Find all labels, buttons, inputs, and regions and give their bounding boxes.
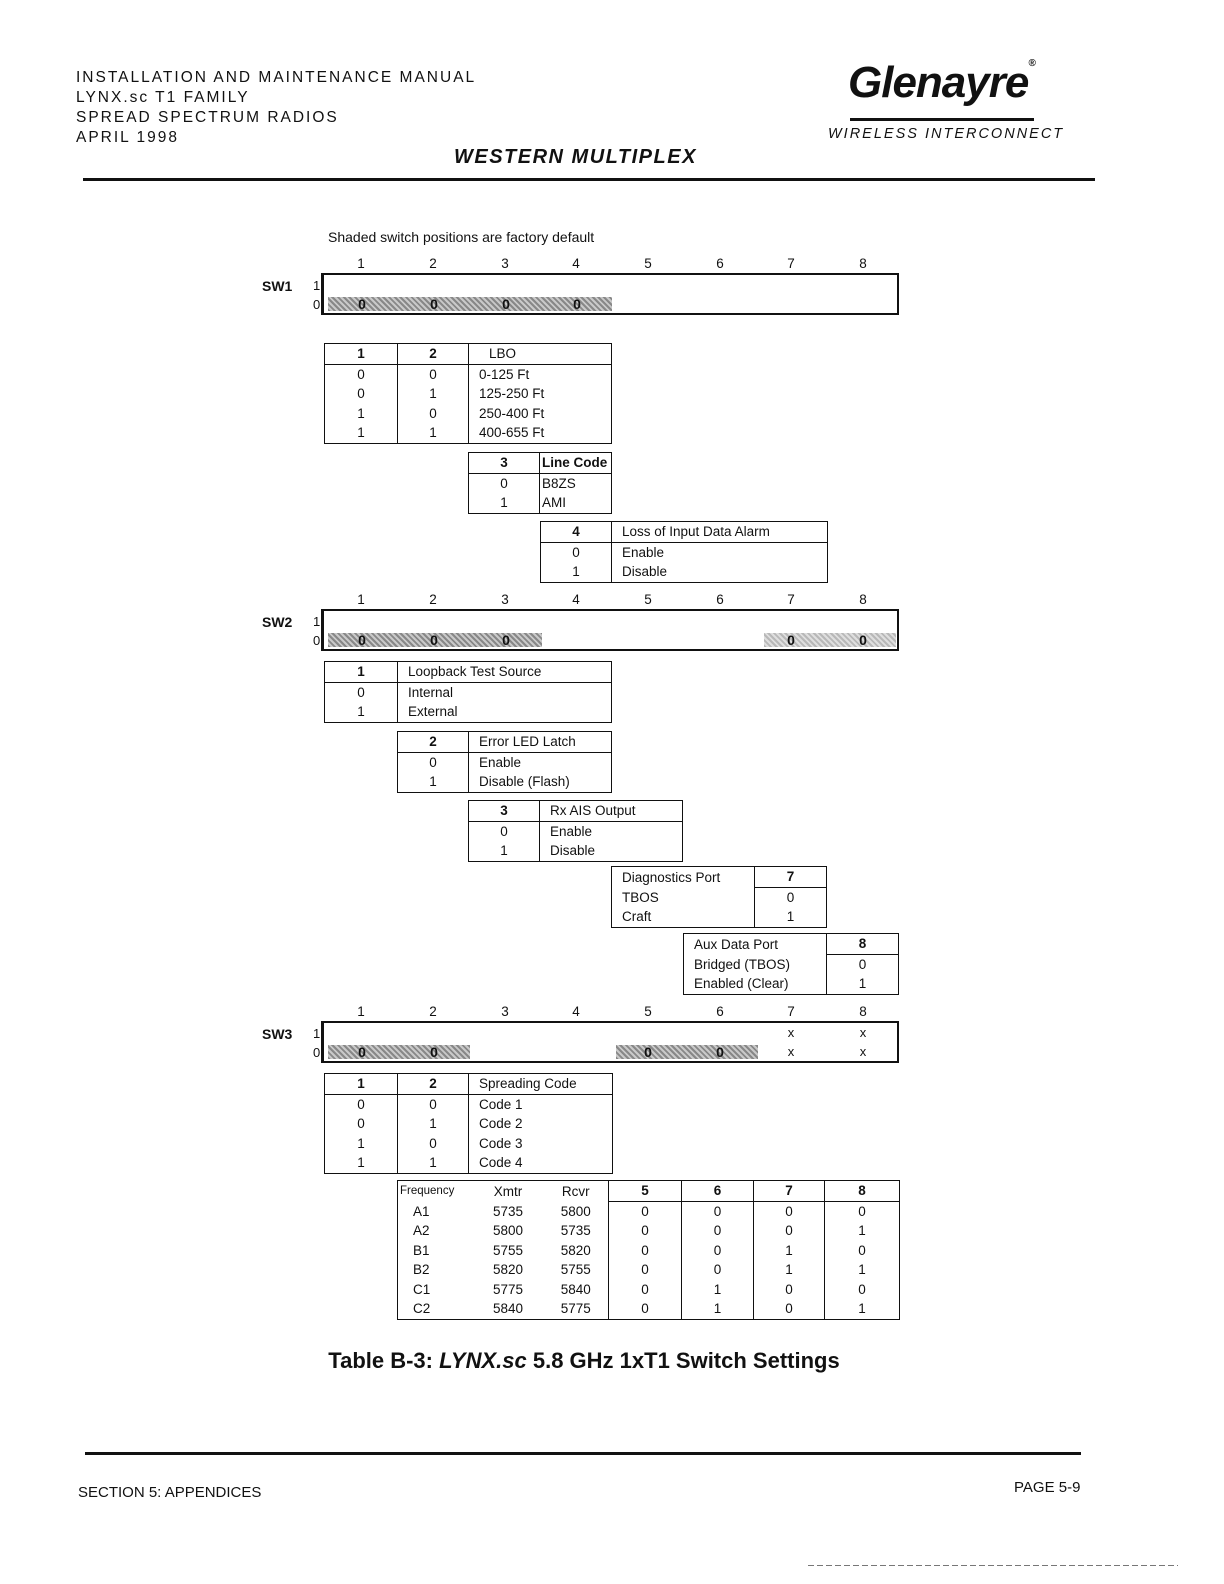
table-row <box>684 974 899 994</box>
table-row <box>325 702 612 722</box>
table-cell: 0 <box>682 1241 754 1261</box>
table-cell: 1 <box>825 1299 900 1319</box>
table-cell: C1 <box>398 1280 473 1300</box>
position-number: 5 <box>644 1004 652 1019</box>
lbo-head-1: 1 <box>325 344 398 365</box>
position-number: 1 <box>357 1004 365 1019</box>
table-row <box>325 1114 613 1134</box>
table-cell: TBOS <box>612 887 755 907</box>
table-row <box>541 542 828 562</box>
table-cell: 0-125 Ft <box>469 364 612 384</box>
table-cell: 0 <box>755 887 827 907</box>
table-row <box>325 1153 613 1173</box>
line-code-head-3: 3 <box>469 453 540 474</box>
sw3-pos7-row1-x: x <box>787 1025 795 1040</box>
table-cell: 5840 <box>473 1299 544 1319</box>
lbo-table <box>324 343 612 444</box>
sw1-row1-label: 1 <box>313 278 321 293</box>
sw2-row0-label: 0 <box>313 633 321 648</box>
table-row <box>398 1299 900 1319</box>
logo-tagline: WIRELESS INTERCONNECT <box>828 126 1065 142</box>
error-led-table <box>397 731 612 793</box>
table-cell: 0 <box>682 1260 754 1280</box>
table-cell: 5735 <box>492 1203 524 1219</box>
alarm-head-title: Loss of Input Data Alarm <box>612 522 828 543</box>
lbo-head-2: 2 <box>398 344 469 365</box>
spreading-head-1: 1 <box>325 1074 398 1095</box>
table-cell: B2 <box>398 1260 473 1280</box>
table-cell: 5775 <box>544 1299 609 1319</box>
table-cell: 1 <box>398 384 469 404</box>
table-cell: 1 <box>755 907 827 927</box>
table-cell: 0 <box>754 1280 825 1300</box>
table-cell: Internal <box>398 682 612 702</box>
table-cell: 1 <box>325 702 398 722</box>
sw1-pos2-zero: 0 <box>430 296 438 312</box>
table-cell: 5840 <box>560 1281 591 1297</box>
table-row <box>398 772 612 792</box>
spreading-head-2: 2 <box>398 1074 469 1095</box>
line-code-table <box>468 452 612 514</box>
table-cell: 0 <box>325 384 398 404</box>
table-cell: Craft <box>612 907 755 927</box>
table-row <box>469 493 612 513</box>
table-cell: 0 <box>609 1201 682 1221</box>
table-cell: 0 <box>609 1299 682 1319</box>
sw1-row0-label: 0 <box>313 297 321 312</box>
aux-data-port-table <box>683 933 899 995</box>
logo-text: Glenayre <box>848 58 1029 107</box>
header-rule <box>83 178 1095 181</box>
table-cell: 1 <box>325 404 398 424</box>
rx-ais-table <box>468 800 683 862</box>
logo-underline <box>850 118 1034 121</box>
line-code-head-title: Line Code <box>540 453 612 474</box>
loopback-table <box>324 661 612 723</box>
sw1-pos4-zero: 0 <box>573 296 581 312</box>
table-cell: 0 <box>469 473 540 493</box>
sw1-switch-block <box>321 273 899 315</box>
table-cell: 5820 <box>560 1242 591 1258</box>
table-cell: 5735 <box>560 1223 591 1239</box>
sw3-switch-block <box>321 1021 899 1063</box>
table-cell: 250-400 Ft <box>469 404 612 424</box>
spreading-head-title: Spreading Code <box>469 1074 613 1095</box>
table-row <box>469 841 683 861</box>
sw1-pos3-zero: 0 <box>502 296 510 312</box>
alarm-table <box>540 521 828 583</box>
table-cell: 0 <box>398 752 469 772</box>
table-cell: 0 <box>469 821 540 841</box>
table-cell: 1 <box>469 841 540 861</box>
sw2-row1-label: 1 <box>313 614 321 629</box>
table-cell: 0 <box>609 1280 682 1300</box>
table-cell: Enable <box>540 821 683 841</box>
sw2-label: SW2 <box>262 614 293 630</box>
company-name: WESTERN MULTIPLEX <box>454 146 697 168</box>
table-cell: 1 <box>682 1299 754 1319</box>
table-row <box>325 364 612 384</box>
table-cell: A2 <box>398 1221 473 1241</box>
position-number: 4 <box>572 592 580 607</box>
sw3-pos6-zero: 0 <box>716 1044 724 1060</box>
sw3-pos2-zero: 0 <box>430 1044 438 1060</box>
loopback-head-title: Loopback Test Source <box>398 662 612 683</box>
table-row <box>469 821 683 841</box>
position-number: 5 <box>644 592 652 607</box>
table-cell: Enable <box>612 542 828 562</box>
table-cell: 0 <box>398 404 469 424</box>
freq-head-8: 8 <box>825 1181 900 1202</box>
table-row <box>612 887 827 907</box>
sw3-pos8-row1-x: x <box>859 1025 867 1040</box>
table-row <box>398 1241 900 1261</box>
freq-head-5: 5 <box>609 1181 682 1202</box>
alarm-head-4: 4 <box>541 522 612 543</box>
sw2-pos8-zero: 0 <box>859 632 867 648</box>
caption-prefix: Table B-3: <box>328 1348 440 1373</box>
table-cell: 0 <box>682 1201 754 1221</box>
scan-artifact-line <box>808 1565 1178 1566</box>
position-number: 2 <box>429 256 437 271</box>
table-cell: 400-655 Ft <box>469 423 612 443</box>
table-row <box>398 752 612 772</box>
position-number: 5 <box>644 256 652 271</box>
table-cell: Code 4 <box>469 1153 613 1173</box>
freq-head-rcvr: Rcvr <box>544 1181 609 1202</box>
table-cell: 0 <box>682 1221 754 1241</box>
sw3-row0-label: 0 <box>313 1045 321 1060</box>
table-row <box>398 1280 900 1300</box>
table-cell: 0 <box>609 1221 682 1241</box>
aux-head-8: 8 <box>827 934 899 955</box>
table-cell: 0 <box>325 1094 398 1114</box>
table-cell: 0 <box>825 1280 900 1300</box>
table-cell: 5800 <box>492 1223 524 1239</box>
table-cell: Enabled (Clear) <box>684 974 827 994</box>
table-cell: 0 <box>325 364 398 384</box>
sw2-switch-block <box>321 609 899 651</box>
diagnostics-port-table <box>611 866 827 928</box>
table-row <box>398 1221 900 1241</box>
table-cell: 1 <box>825 1260 900 1280</box>
table-row <box>325 1134 613 1154</box>
position-number: 8 <box>859 256 867 271</box>
table-row <box>541 562 828 582</box>
sw2-pos2-zero: 0 <box>430 632 438 648</box>
table-cell: 5755 <box>492 1242 524 1258</box>
sw3-pos7-row0-x: x <box>787 1044 795 1059</box>
table-cell: 5775 <box>492 1281 524 1297</box>
sw2-pos3-zero: 0 <box>502 632 510 648</box>
sw2-pos7-zero: 0 <box>787 632 795 648</box>
header-line: INSTALLATION AND MAINTENANCE MANUAL <box>76 69 477 86</box>
table-cell: 0 <box>825 1201 900 1221</box>
rx-ais-head-3: 3 <box>469 801 540 822</box>
position-number: 3 <box>501 1004 509 1019</box>
table-cell: 0 <box>825 1241 900 1261</box>
table-cell: 1 <box>541 562 612 582</box>
position-number: 7 <box>787 1004 795 1019</box>
table-cell: Code 3 <box>469 1134 613 1154</box>
position-number: 4 <box>572 256 580 271</box>
table-cell: 1 <box>325 1153 398 1173</box>
position-number: 2 <box>429 592 437 607</box>
table-cell: Bridged (TBOS) <box>684 954 827 974</box>
table-row <box>684 954 899 974</box>
table-cell: 0 <box>398 364 469 384</box>
footer-section: SECTION 5: APPENDICES <box>78 1484 262 1501</box>
table-row <box>398 1260 900 1280</box>
position-number: 7 <box>787 256 795 271</box>
sw3-row1-label: 1 <box>313 1026 321 1041</box>
error-led-head-2: 2 <box>398 732 469 753</box>
footer-rule <box>85 1452 1081 1455</box>
table-cell: Disable <box>540 841 683 861</box>
table-cell: 0 <box>398 1134 469 1154</box>
table-cell: 1 <box>469 493 540 513</box>
table-cell: Disable (Flash) <box>469 772 612 792</box>
position-number: 6 <box>716 592 724 607</box>
table-cell: 0 <box>754 1221 825 1241</box>
table-cell: C2 <box>398 1299 473 1319</box>
freq-head-frequency: Frequency <box>398 1181 473 1202</box>
header-line: APRIL 1998 <box>76 129 180 146</box>
table-cell: 0 <box>541 542 612 562</box>
position-number: 6 <box>716 256 724 271</box>
position-number: 3 <box>501 256 509 271</box>
footer-page-number: PAGE 5-9 <box>1014 1479 1081 1496</box>
sw2-pos1-zero: 0 <box>358 632 366 648</box>
table-cell: B8ZS <box>540 473 612 493</box>
table-cell: 0 <box>398 1094 469 1114</box>
table-cell: 1 <box>682 1280 754 1300</box>
table-cell: 1 <box>398 772 469 792</box>
table-row <box>469 473 612 493</box>
factory-default-shading <box>328 1045 470 1059</box>
table-caption <box>0 1348 1168 1374</box>
table-cell: 5800 <box>560 1203 591 1219</box>
position-number: 1 <box>357 256 365 271</box>
table-cell: 1 <box>325 1134 398 1154</box>
table-cell: Enable <box>469 752 612 772</box>
table-row <box>398 1201 900 1221</box>
sw1-pos1-zero: 0 <box>358 296 366 312</box>
diag-head-7: 7 <box>755 867 827 888</box>
freq-head-6: 6 <box>682 1181 754 1202</box>
table-row <box>325 1094 613 1114</box>
position-number: 7 <box>787 592 795 607</box>
table-cell: External <box>398 702 612 722</box>
position-number: 6 <box>716 1004 724 1019</box>
table-cell: 1 <box>754 1241 825 1261</box>
table-cell: 1 <box>325 423 398 443</box>
table-cell: 1 <box>754 1260 825 1280</box>
lbo-head-title: LBO <box>469 344 612 365</box>
table-row <box>325 682 612 702</box>
header-line: SPREAD SPECTRUM RADIOS <box>76 109 339 126</box>
freq-head-7: 7 <box>754 1181 825 1202</box>
table-cell: 0 <box>609 1241 682 1261</box>
table-cell: 0 <box>754 1201 825 1221</box>
sw3-label: SW3 <box>262 1026 293 1042</box>
table-cell: 1 <box>398 423 469 443</box>
sw3-pos1-zero: 0 <box>358 1044 366 1060</box>
table-cell: Code 1 <box>469 1094 613 1114</box>
table-cell: Code 2 <box>469 1114 613 1134</box>
table-cell: 5820 <box>492 1262 524 1278</box>
table-cell: 0 <box>827 954 899 974</box>
table-row <box>325 384 612 404</box>
table-cell: 5755 <box>560 1262 591 1278</box>
frequency-table <box>397 1180 900 1320</box>
table-cell: 0 <box>325 682 398 702</box>
caption-product: LYNX.sc <box>439 1348 527 1373</box>
rx-ais-head-title: Rx AIS Output <box>540 801 683 822</box>
table-cell: AMI <box>540 493 612 513</box>
table-row <box>325 423 612 443</box>
table-row <box>325 404 612 424</box>
spreading-code-table <box>324 1073 613 1174</box>
table-cell: 0 <box>754 1299 825 1319</box>
table-cell: 1 <box>398 1153 469 1173</box>
position-number: 8 <box>859 592 867 607</box>
position-number: 8 <box>859 1004 867 1019</box>
table-cell: 0 <box>609 1260 682 1280</box>
glenayre-logo <box>848 58 1035 108</box>
table-cell: 125-250 Ft <box>469 384 612 404</box>
sw3-pos8-row0-x: x <box>859 1044 867 1059</box>
position-number: 1 <box>357 592 365 607</box>
table-cell: 1 <box>398 1114 469 1134</box>
caption-suffix: 5.8 GHz 1xT1 Switch Settings <box>526 1348 840 1373</box>
header-line: LYNX.sc T1 FAMILY <box>76 89 250 106</box>
freq-head-xmtr: Xmtr <box>473 1181 544 1202</box>
default-note: Shaded switch positions are factory default <box>328 229 595 245</box>
error-led-head-title: Error LED Latch <box>469 732 612 753</box>
table-row <box>612 907 827 927</box>
sw1-label: SW1 <box>262 278 293 294</box>
table-cell: B1 <box>398 1241 473 1261</box>
table-cell: 0 <box>325 1114 398 1134</box>
sw3-pos5-zero: 0 <box>644 1044 652 1060</box>
document-header <box>76 68 476 148</box>
aux-head-title: Aux Data Port <box>684 934 827 955</box>
table-cell: 1 <box>827 974 899 994</box>
registered-mark: ® <box>1028 58 1035 69</box>
position-number: 2 <box>429 1004 437 1019</box>
diag-head-title: Diagnostics Port <box>612 867 755 888</box>
loopback-head-1: 1 <box>325 662 398 683</box>
position-number: 4 <box>572 1004 580 1019</box>
table-cell: A1 <box>398 1201 473 1221</box>
position-number: 3 <box>501 592 509 607</box>
table-cell: 1 <box>825 1221 900 1241</box>
table-cell: Disable <box>612 562 828 582</box>
